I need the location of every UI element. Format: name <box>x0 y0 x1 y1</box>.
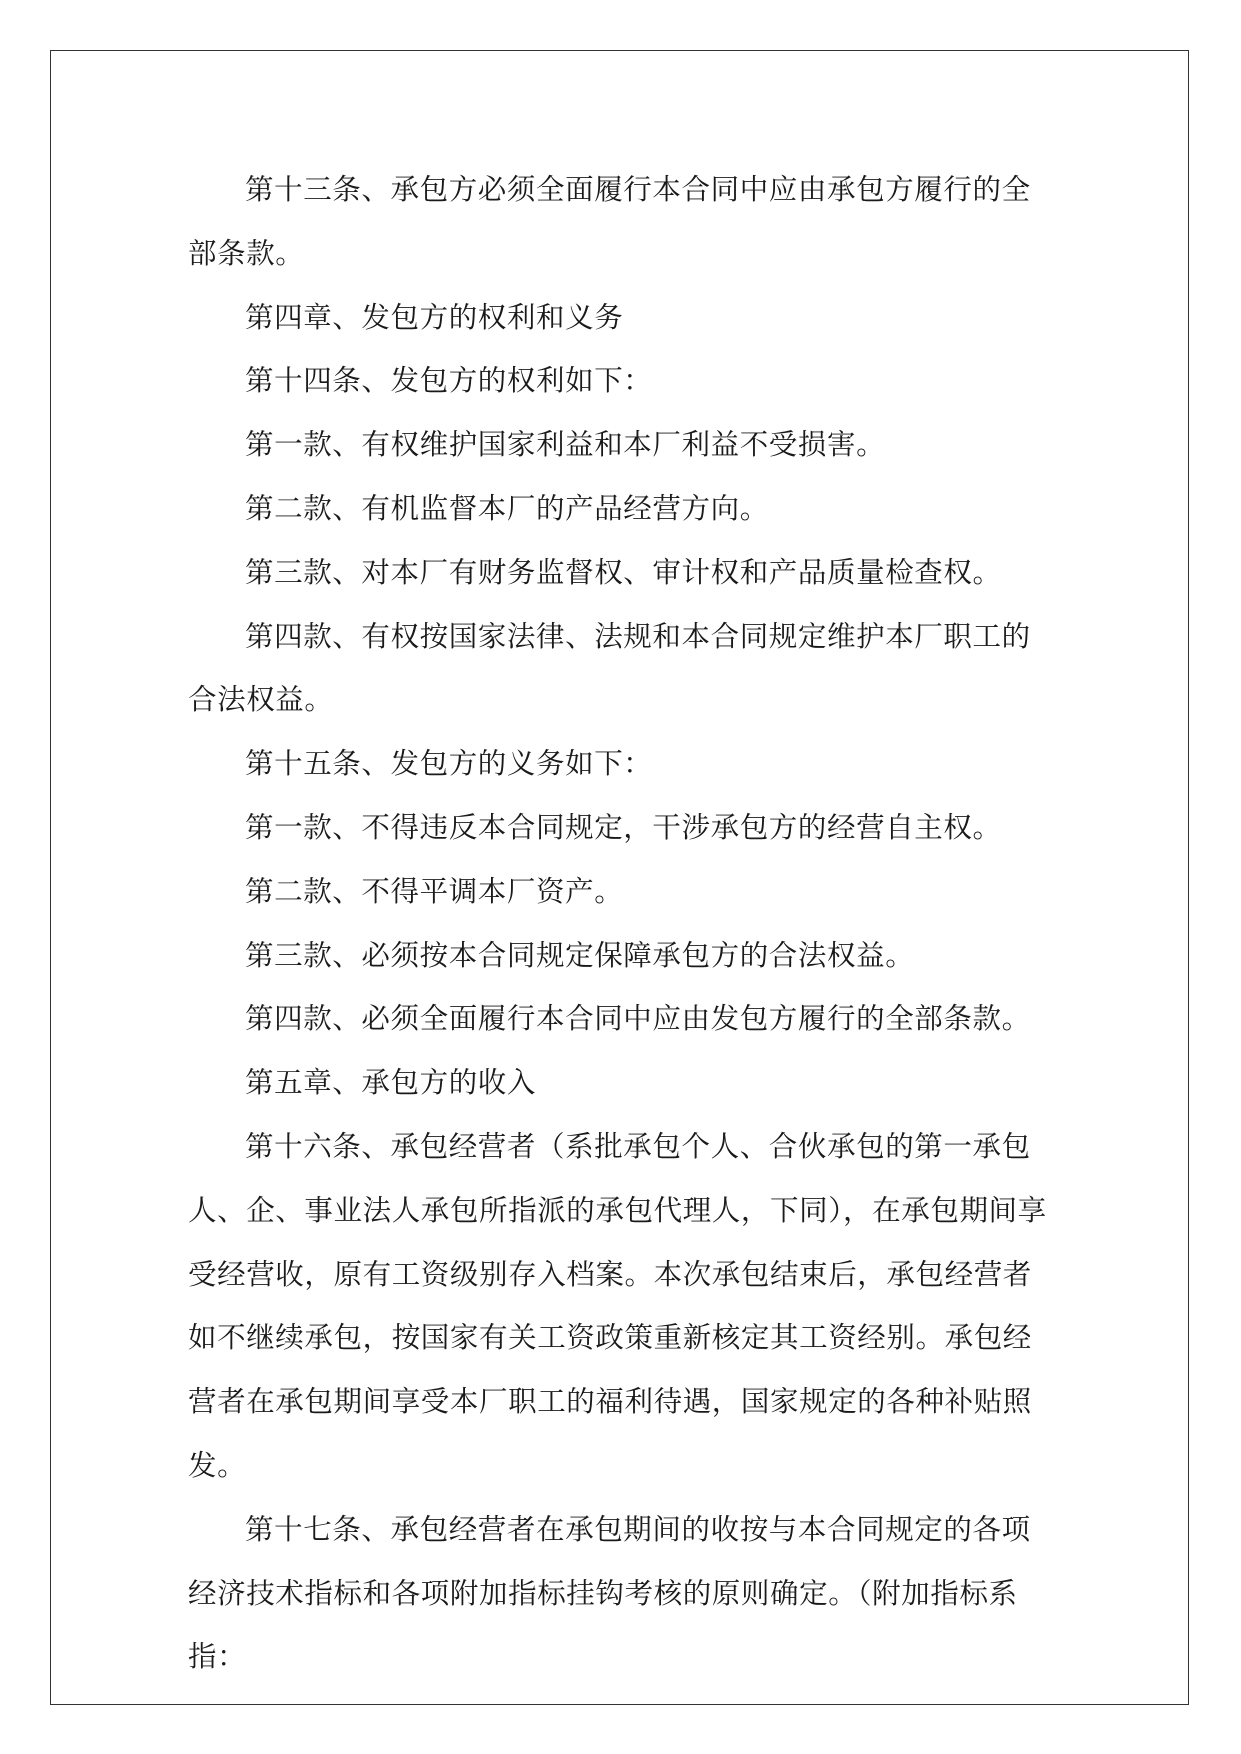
paragraph-clause-2: 第二款、不得平调本厂资产。 <box>245 874 624 908</box>
paragraph-clause-3: 第三款、对本厂有财务监督权、审计权和产品质量检查权。 <box>245 555 1002 589</box>
paragraph-article-14: 第十四条、发包方的权利如下： <box>245 364 653 398</box>
chapter-4-heading: 第四章、发包方的权利和义务 <box>245 300 624 334</box>
paragraph-article-13: 第十三条、承包方必须全面履行本合同中应由承包方履行的全部条款。 <box>188 173 1031 270</box>
paragraph-article-16: 第十六条、承包经营者（系批承包个人、合伙承包的第一承包人、企、事业法人承包所指派的承包代理人，下同），在承包期间享受经营收，原有工资级别存入档案。本次承包结束后，承包经营者如不继续承包，按国家有关工资政策重新核定其工资经别。承包经营者在承包期间享受本厂职工的福利待遇，国家规定的各种补贴照发。 <box>188 1129 1047 1482</box>
paragraph-article-17: 第十七条、承包经营者在承包期间的收按与本合同规定的各项经济技术指标和各项附加指标挂钩考核的原则确定。（附加指标系指： <box>188 1512 1031 1674</box>
chapter-5-heading: 第五章、承包方的收入 <box>245 1066 537 1100</box>
document-body <box>188 158 1058 1689</box>
paragraph-clause-2: 第二款、有机监督本厂的产品经营方向。 <box>245 491 769 525</box>
paragraph-clause-4: 第四款、有权按国家法律、法规和本合同规定维护本厂职工的合法权益。 <box>188 619 1031 717</box>
paragraph-clause-4: 第四款、必须全面履行本合同中应由发包方履行的全部条款。 <box>245 1002 1031 1036</box>
paragraph-clause-1: 第一款、有权维护国家利益和本厂利益不受损害。 <box>245 428 886 462</box>
paragraph-clause-3: 第三款、必须按本合同规定保障承包方的合法权益。 <box>245 938 915 972</box>
paragraph-article-15: 第十五条、发包方的义务如下： <box>245 747 653 781</box>
paragraph-clause-1: 第一款、不得违反本合同规定，干涉承包方的经营自主权。 <box>245 810 1002 844</box>
